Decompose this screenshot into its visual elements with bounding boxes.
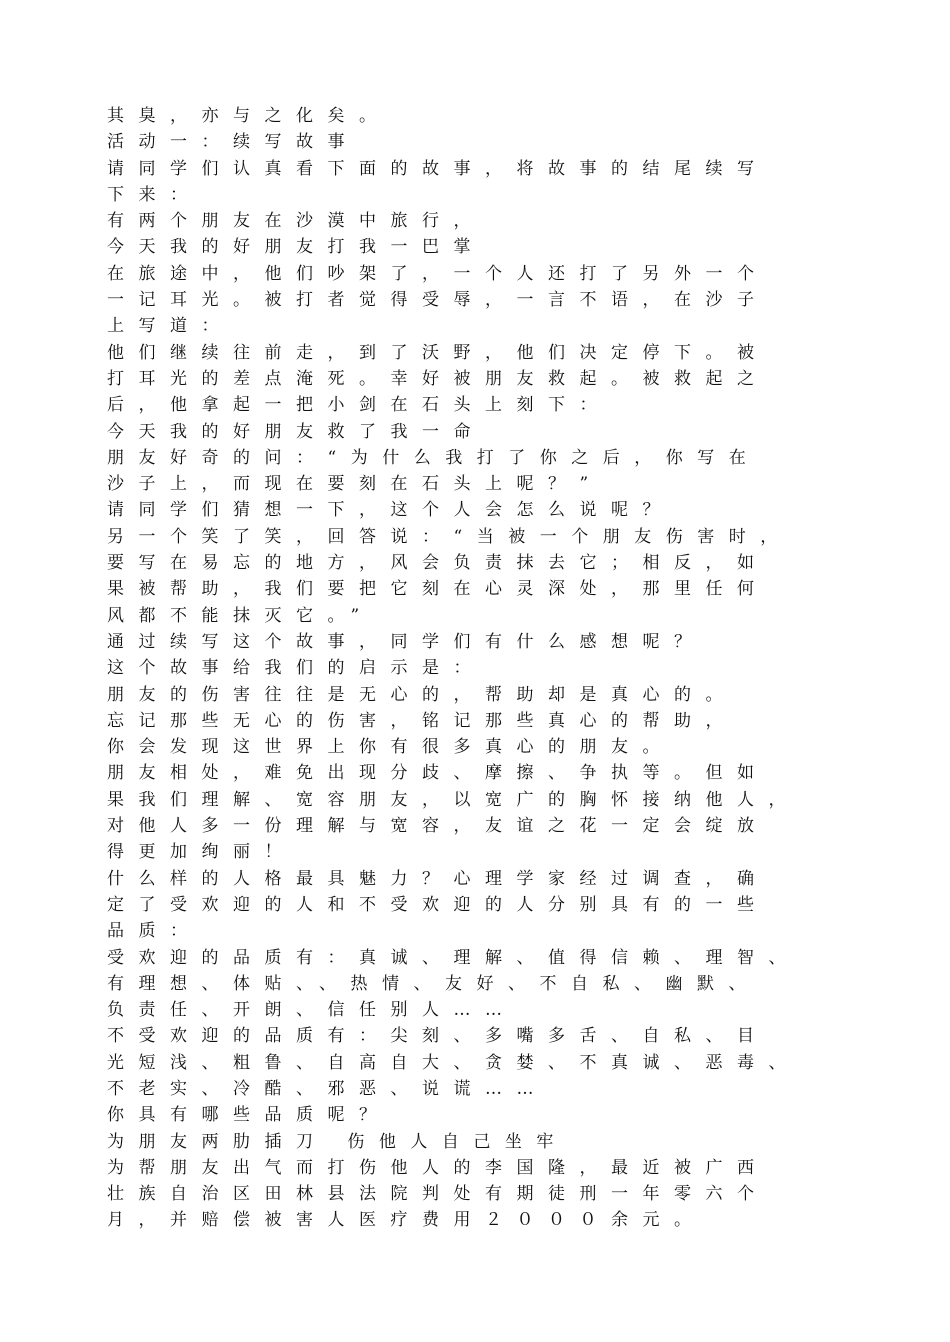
- text-line: 朋友相处，难免出现分歧、摩擦、争执等。但如: [107, 763, 769, 784]
- text-line: 今天我的好朋友打我一巴掌: [107, 237, 485, 258]
- text-line: 果我们理解、宽容朋友，以宽广的胸怀接纳他人，: [107, 789, 800, 810]
- text-line: 忘记那些无心的伤害，铭记那些真心的帮助，: [107, 710, 737, 731]
- text-line: 负责任、开朗、信任别人……: [107, 1000, 517, 1021]
- text-line: 得更加绚丽！: [107, 842, 296, 863]
- section-heading: 为朋友两肋插刀 伤他人自己坐牢: [107, 1131, 568, 1152]
- text-line: 后，他拿起一把小剑在石头上刻下：: [107, 395, 611, 416]
- text-line: 定了受欢迎的人和不受欢迎的人分别具有的一些: [107, 894, 769, 915]
- text-line: 品质：: [107, 921, 202, 942]
- text-line: 有理想、体贴、、热情、友好、不自私、幽默、: [107, 973, 760, 994]
- section-heading: 活动一：续写故事: [107, 132, 359, 153]
- text-line: 今天我的好朋友救了我一命: [107, 421, 485, 442]
- text-line: 不受欢迎的品质有：尖刻、多嘴多舌、自私、目: [107, 1026, 769, 1047]
- text-line: 请同学们认真看下面的故事，将故事的结尾续写: [107, 158, 769, 179]
- text-line: 为帮朋友出气而打伤他人的李国隆，最近被广西: [107, 1157, 769, 1178]
- text-line: 另一个笑了笑，回答说：“当被一个朋友伤害时，: [107, 526, 792, 547]
- text-line: 对他人多一份理解与宽容，友谊之花一定会绽放: [107, 816, 769, 837]
- text-line: 果被帮助，我们要把它刻在心灵深处，那里任何: [107, 579, 769, 600]
- text-line: 其臭，亦与之化矣。: [107, 106, 391, 126]
- text-line: 不老实、冷酷、邪恶、说谎……: [107, 1078, 548, 1099]
- text-line: 通过续写这个故事，同学们有什么感想呢？: [107, 631, 706, 652]
- text-line: 光短浅、粗鲁、自高自大、贪婪、不真诚、恶毒、: [107, 1052, 800, 1073]
- text-line: 风都不能抹灭它。”: [107, 605, 374, 626]
- text-line: 沙子上，而现在要刻在石头上呢？”: [107, 474, 603, 495]
- text-line: 上写道：: [107, 316, 233, 337]
- text-line: 他们继续往前走，到了沃野，他们决定停下。被: [107, 342, 769, 363]
- text-line: 打耳光的差点淹死。幸好被朋友救起。被救起之: [107, 368, 769, 389]
- document-body: [107, 103, 887, 1234]
- text-line: 下来：: [107, 184, 202, 205]
- text-line: 朋友好奇的问：“为什么我打了你之后，你写在: [107, 447, 761, 468]
- text-line: 月，并赔偿被害人医疗费用２０００余元。: [107, 1210, 706, 1231]
- text-line: 你会发现这世界上你有很多真心的朋友。: [107, 737, 674, 758]
- text-line: 要写在易忘的地方，风会负责抹去它；相反，如: [107, 553, 769, 574]
- text-line: 壮族自治区田林县法院判处有期徒刑一年零六个: [107, 1184, 769, 1205]
- text-line: 一记耳光。被打者觉得受辱，一言不语，在沙子: [107, 290, 769, 311]
- text-line: 这个故事给我们的启示是：: [107, 658, 485, 679]
- text-line: 什么样的人格最具魅力？心理学家经过调查，确: [107, 868, 769, 889]
- text-line: 请同学们猜想一下，这个人会怎么说呢？: [107, 500, 674, 521]
- text-line: 在旅途中，他们吵架了，一个人还打了另外一个: [107, 263, 769, 284]
- text-line: 你具有哪些品质呢？: [107, 1105, 391, 1126]
- text-line: 受欢迎的品质有：真诚、理解、值得信赖、理智、: [107, 947, 800, 968]
- text-line: 朋友的伤害往往是无心的，帮助却是真心的。: [107, 684, 737, 705]
- text-line: 有两个朋友在沙漠中旅行，: [107, 211, 485, 232]
